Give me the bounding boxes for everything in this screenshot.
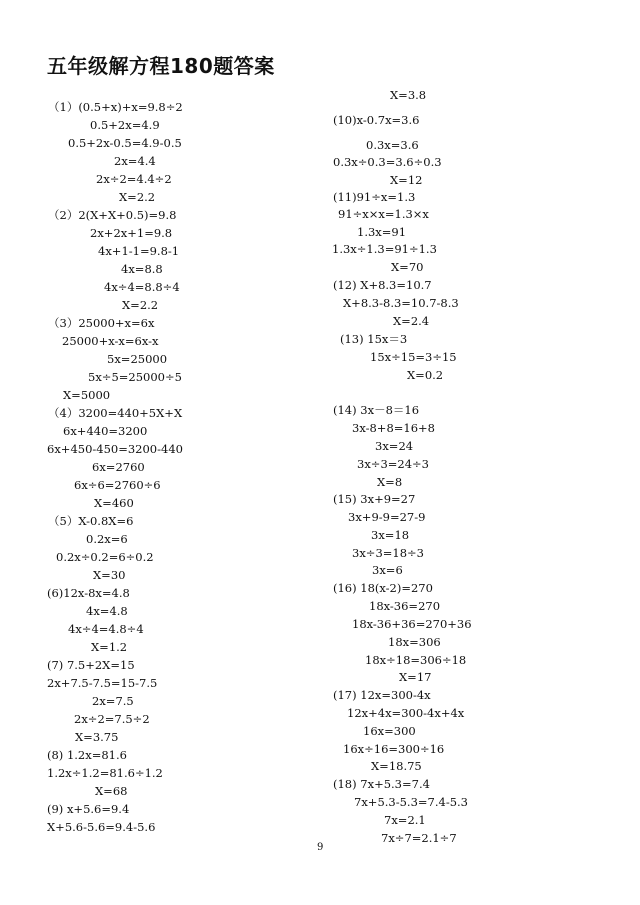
right-equation-line: 15x÷15=3÷15 bbox=[370, 350, 457, 364]
left-equation-line: 0.5+2x=4.9 bbox=[90, 118, 160, 132]
left-equation-line: X=5000 bbox=[63, 388, 111, 402]
left-equation-line: X=2.2 bbox=[119, 190, 156, 204]
left-equation-line: （2）2(X+X+0.5)=9.8 bbox=[48, 208, 177, 222]
left-equation-line: X=1.2 bbox=[91, 640, 128, 654]
left-equation-line: 6x+440=3200 bbox=[63, 424, 148, 438]
left-equation-line: (6)12x-8x=4.8 bbox=[47, 586, 130, 600]
left-equation-line: 5x=25000 bbox=[107, 352, 168, 366]
right-equation-line: (15) 3x+9=27 bbox=[333, 492, 416, 506]
right-equation-line: X=18.75 bbox=[371, 759, 422, 773]
left-equation-line: 25000+x-x=6x-x bbox=[62, 334, 159, 348]
right-equation-line: (10)x-0.7x=3.6 bbox=[333, 113, 420, 127]
right-equation-line: 1.3x÷1.3=91÷1.3 bbox=[332, 242, 437, 256]
right-equation-line: (12) X+8.3=10.7 bbox=[333, 278, 432, 292]
left-equation-line: 2x+7.5-7.5=15-7.5 bbox=[47, 676, 158, 690]
right-equation-line: X=3.8 bbox=[390, 88, 427, 102]
left-equation-line: 4x+1-1=9.8-1 bbox=[98, 244, 180, 258]
right-equation-line: (13) 15x＝3 bbox=[340, 332, 408, 346]
right-equation-line: 16x=300 bbox=[363, 724, 416, 738]
left-equation-line: 6x+450-450=3200-440 bbox=[47, 442, 183, 456]
right-equation-line: 12x+4x=300-4x+4x bbox=[347, 706, 465, 720]
right-equation-line: X+8.3-8.3=10.7-8.3 bbox=[343, 296, 459, 310]
right-equation-line: (11)91÷x=1.3 bbox=[333, 190, 416, 204]
right-equation-line: 3x=24 bbox=[375, 439, 414, 453]
left-equation-line: (7) 7.5+2X=15 bbox=[47, 658, 135, 672]
right-equation-line: 18x÷18=306÷18 bbox=[365, 653, 467, 667]
left-equation-line: 6x÷6=2760÷6 bbox=[74, 478, 161, 492]
right-equation-line: X=2.4 bbox=[393, 314, 430, 328]
left-equation-line: （1）(0.5+x)+x=9.8÷2 bbox=[48, 100, 183, 114]
left-equation-line: X=460 bbox=[94, 496, 134, 510]
left-equation-line: 2x+2x+1=9.8 bbox=[90, 226, 173, 240]
left-equation-line: 4x÷4=8.8÷4 bbox=[104, 280, 180, 294]
right-equation-line: 91÷x×x=1.3×x bbox=[338, 207, 429, 221]
right-equation-line: (16) 18(x-2)=270 bbox=[333, 581, 433, 595]
left-equation-line: X=68 bbox=[95, 784, 128, 798]
page-number: 9 bbox=[317, 842, 324, 853]
right-equation-line: 3x÷3=24÷3 bbox=[357, 457, 429, 471]
left-equation-line: （4）3200=440+5X+X bbox=[48, 406, 183, 420]
right-equation-line: 3x÷3=18÷3 bbox=[352, 546, 424, 560]
right-equation-line: 3x=18 bbox=[371, 528, 410, 542]
left-equation-line: 0.5+2x-0.5=4.9-0.5 bbox=[68, 136, 182, 150]
right-equation-line: (14) 3x－8＝16 bbox=[333, 403, 420, 417]
left-equation-line: 4x=8.8 bbox=[121, 262, 163, 276]
left-equation-line: 1.2x÷1.2=81.6÷1.2 bbox=[47, 766, 163, 780]
left-equation-line: 2x=7.5 bbox=[92, 694, 134, 708]
right-equation-line: 18x=306 bbox=[388, 635, 441, 649]
right-equation-line: 3x=6 bbox=[372, 563, 403, 577]
left-equation-line: X=2.2 bbox=[122, 298, 159, 312]
right-equation-line: 0.3x÷0.3=3.6÷0.3 bbox=[333, 155, 442, 169]
right-equation-line: 7x=2.1 bbox=[384, 813, 426, 827]
right-equation-line: 7x+5.3-5.3=7.4-5.3 bbox=[354, 795, 469, 809]
page-title: 五年级解方程180题答案 bbox=[47, 54, 275, 78]
right-equation-line: X=70 bbox=[391, 260, 424, 274]
right-equation-line: X=12 bbox=[390, 173, 423, 187]
right-equation-line: X=17 bbox=[399, 670, 432, 684]
left-equation-line: 2x÷2=4.4÷2 bbox=[96, 172, 172, 186]
left-equation-line: X+5.6-5.6=9.4-5.6 bbox=[47, 820, 156, 834]
left-equation-line: 2x÷2=7.5÷2 bbox=[74, 712, 150, 726]
left-equation-line: 5x÷5=25000÷5 bbox=[88, 370, 182, 384]
right-equation-line: (18) 7x+5.3=7.4 bbox=[333, 777, 430, 791]
left-equation-line: 2x=4.4 bbox=[114, 154, 156, 168]
right-equation-line: 3x-8+8=16+8 bbox=[352, 421, 435, 435]
left-equation-line: (8) 1.2x=81.6 bbox=[47, 748, 127, 762]
right-equation-line: 18x-36+36=270+36 bbox=[352, 617, 472, 631]
right-equation-line: (17) 12x=300-4x bbox=[333, 688, 431, 702]
left-equation-line: 0.2x÷0.2=6÷0.2 bbox=[56, 550, 154, 564]
left-equation-line: 0.2x=6 bbox=[86, 532, 128, 546]
left-equation-line: (9) x+5.6=9.4 bbox=[47, 802, 130, 816]
right-equation-line: 7x÷7=2.1÷7 bbox=[381, 831, 457, 845]
left-equation-line: X=30 bbox=[93, 568, 126, 582]
right-equation-line: X=8 bbox=[377, 475, 403, 489]
right-equation-line: 16x÷16=300÷16 bbox=[343, 742, 445, 756]
left-equation-line: （3）25000+x=6x bbox=[48, 316, 155, 330]
left-equation-line: 4x÷4=4.8÷4 bbox=[68, 622, 144, 636]
left-equation-line: X=3.75 bbox=[75, 730, 119, 744]
left-equation-line: （5）X-0.8X=6 bbox=[48, 514, 134, 528]
right-equation-line: 0.3x=3.6 bbox=[366, 138, 419, 152]
right-equation-line: X=0.2 bbox=[407, 368, 444, 382]
right-equation-line: 18x-36=270 bbox=[369, 599, 441, 613]
right-equation-line: 1.3x=91 bbox=[357, 225, 407, 239]
left-equation-line: 6x=2760 bbox=[92, 460, 145, 474]
left-equation-line: 4x=4.8 bbox=[86, 604, 128, 618]
right-equation-line: 3x+9-9=27-9 bbox=[348, 510, 426, 524]
